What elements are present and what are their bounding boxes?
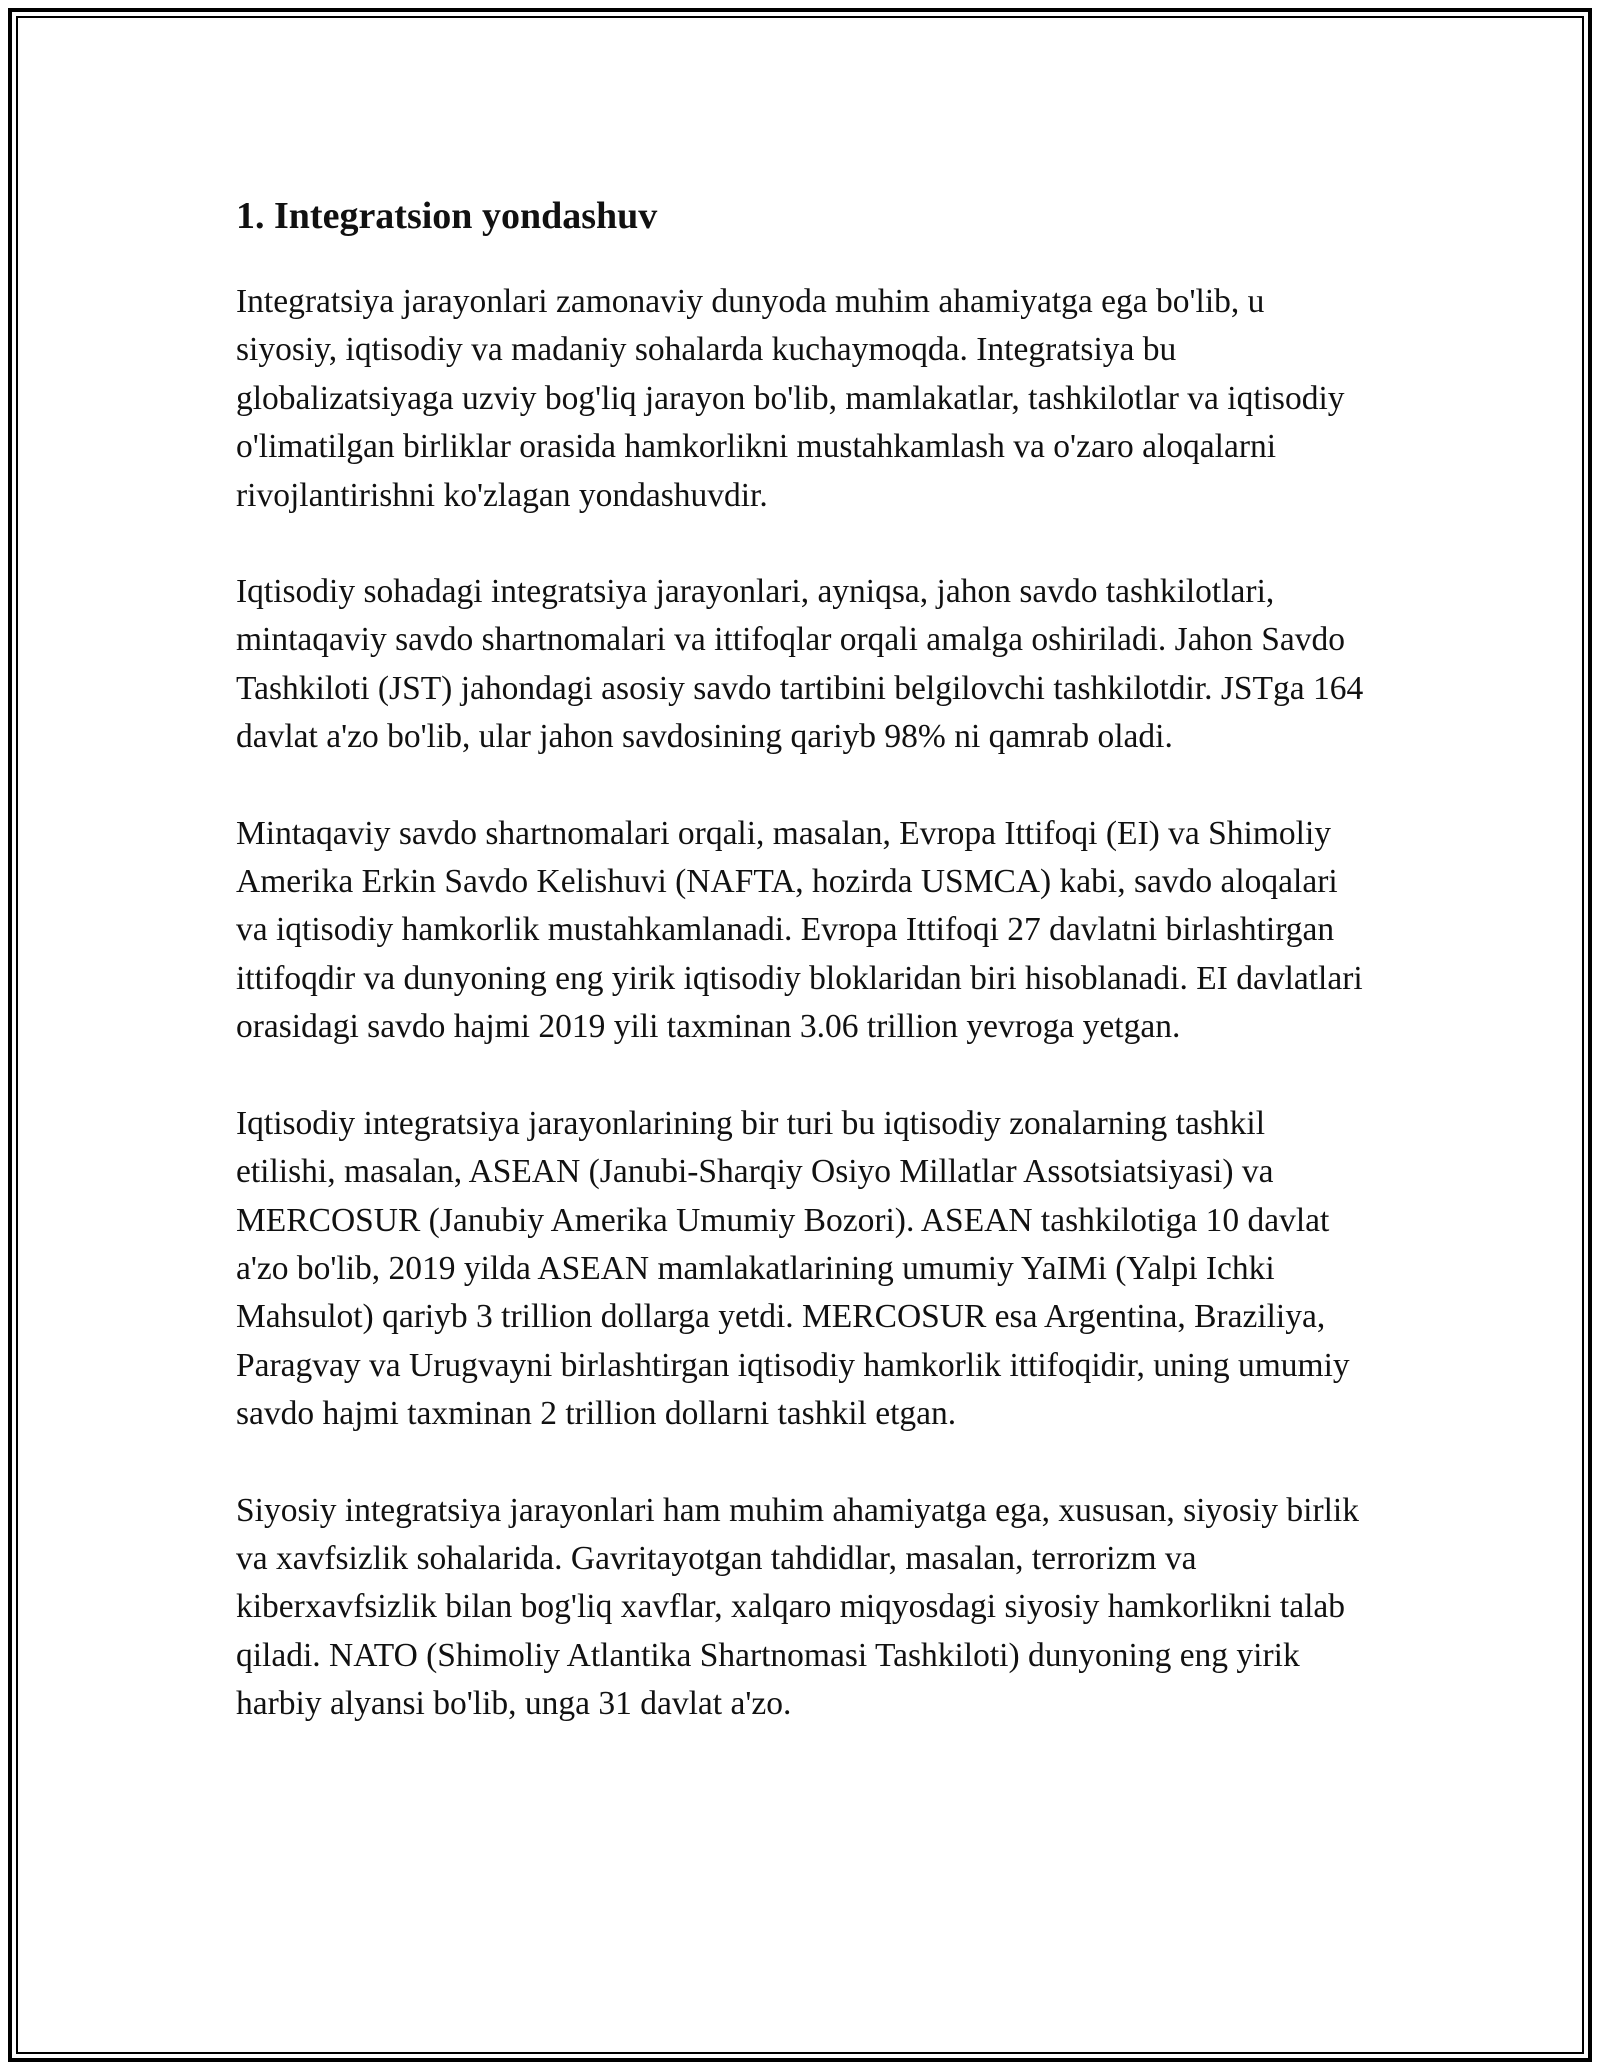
document-body	[236, 180, 1366, 1777]
paragraph-economic-integration: Iqtisodiy sohadagi integratsiya jarayonlari, ayniqsa, jahon savdo tashkilotlari, mintaqaviy savdo shartnomalari va ittifoqlar orqali amalga oshiriladi. Jahon Savdo Tashkiloti (JST) jahondagi asosiy savdo tartibini belgilovchi tashkilotdir. JSTga 164 davlat a'zo bo'lib, ular jahon savdosining qariyb 98% ni qamrab oladi.	[236, 573, 1364, 756]
paragraph-integration-intro: Integratsiya jarayonlari zamonaviy dunyoda muhim ahamiyatga ega bo'lib, u siyosiy, iqtisodiy va madaniy sohalarda kuchaymoqda. Integratsiya bu globalizatsiyaga uzviy bog'liq jarayon bo'lib, mamlakatlar, tashkilotlar va iqtisodiy o'limatilgan birliklar orasida hamkorlikni mustahkamlash va o'zaro aloqalarni rivojlantirishni ko'zlagan yondashuvdir.	[236, 283, 1345, 514]
paragraph-economic-zones: Iqtisodiy integratsiya jarayonlarining bir turi bu iqtisodiy zonalarning tashkil etilishi, masalan, ASEAN (Janubi-Sharqiy Osiyo Millatlar Assotsiatsiyasi) va MERCOSUR (Janubiy Amerika Umumiy Bozori). ASEAN tashkilotiga 10 davlat a'zo bo'lib, 2019 yilda ASEAN mamlakatlarining umumiy YaIMi (Yalpi Ichki Mahsulot) qariyb 3 trillion dollarga yetdi. MERCOSUR esa Argentina, Braziliya, Paragvay va Urugvayni birlashtirgan iqtisodiy hamkorlik ittifoqidir, uning umumiy savdo hajmi taxminan 2 trillion dollarni tashkil etgan.	[236, 1104, 1350, 1433]
paragraph-political-integration: Siyosiy integratsiya jarayonlari ham muhim ahamiyatga ega, xususan, siyosiy birlik va xavfsizlik sohalarida. Gavritayotgan tahdidlar, masalan, terrorizm va kiberxavfsizlik bilan bog'liq xavflar, xalqaro miqyosdagi siyosiy hamkorlikni talab qiladi. NATO (Shimoliy Atlantika Shartnomasi Tashkiloti) dunyoning eng yirik harbiy alyansi bo'lib, unga 31 davlat a'zo.	[236, 1491, 1359, 1723]
paragraph-regional-trade-agreements: Mintaqaviy savdo shartnomalari orqali, masalan, Evropa Ittifoqi (EI) va Shimoliy Amerika Erkin Savdo Kelishuvi (NAFTA, hozirda USMCA) kabi, savdo aloqalari va iqtisodiy hamkorlik mustahkamlanadi. Evropa Ittifoqi 27 davlatni birlashtirgan ittifoqdir va dunyoning eng yirik iqtisodiy bloklaridan biri hisoblanadi. EI davlatlari orasidagi savdo hajmi 2019 yili taxminan 3.06 trillion yevroga yetgan.	[236, 814, 1363, 1046]
section-heading: 1. Integratsion yondashuv	[236, 195, 658, 237]
